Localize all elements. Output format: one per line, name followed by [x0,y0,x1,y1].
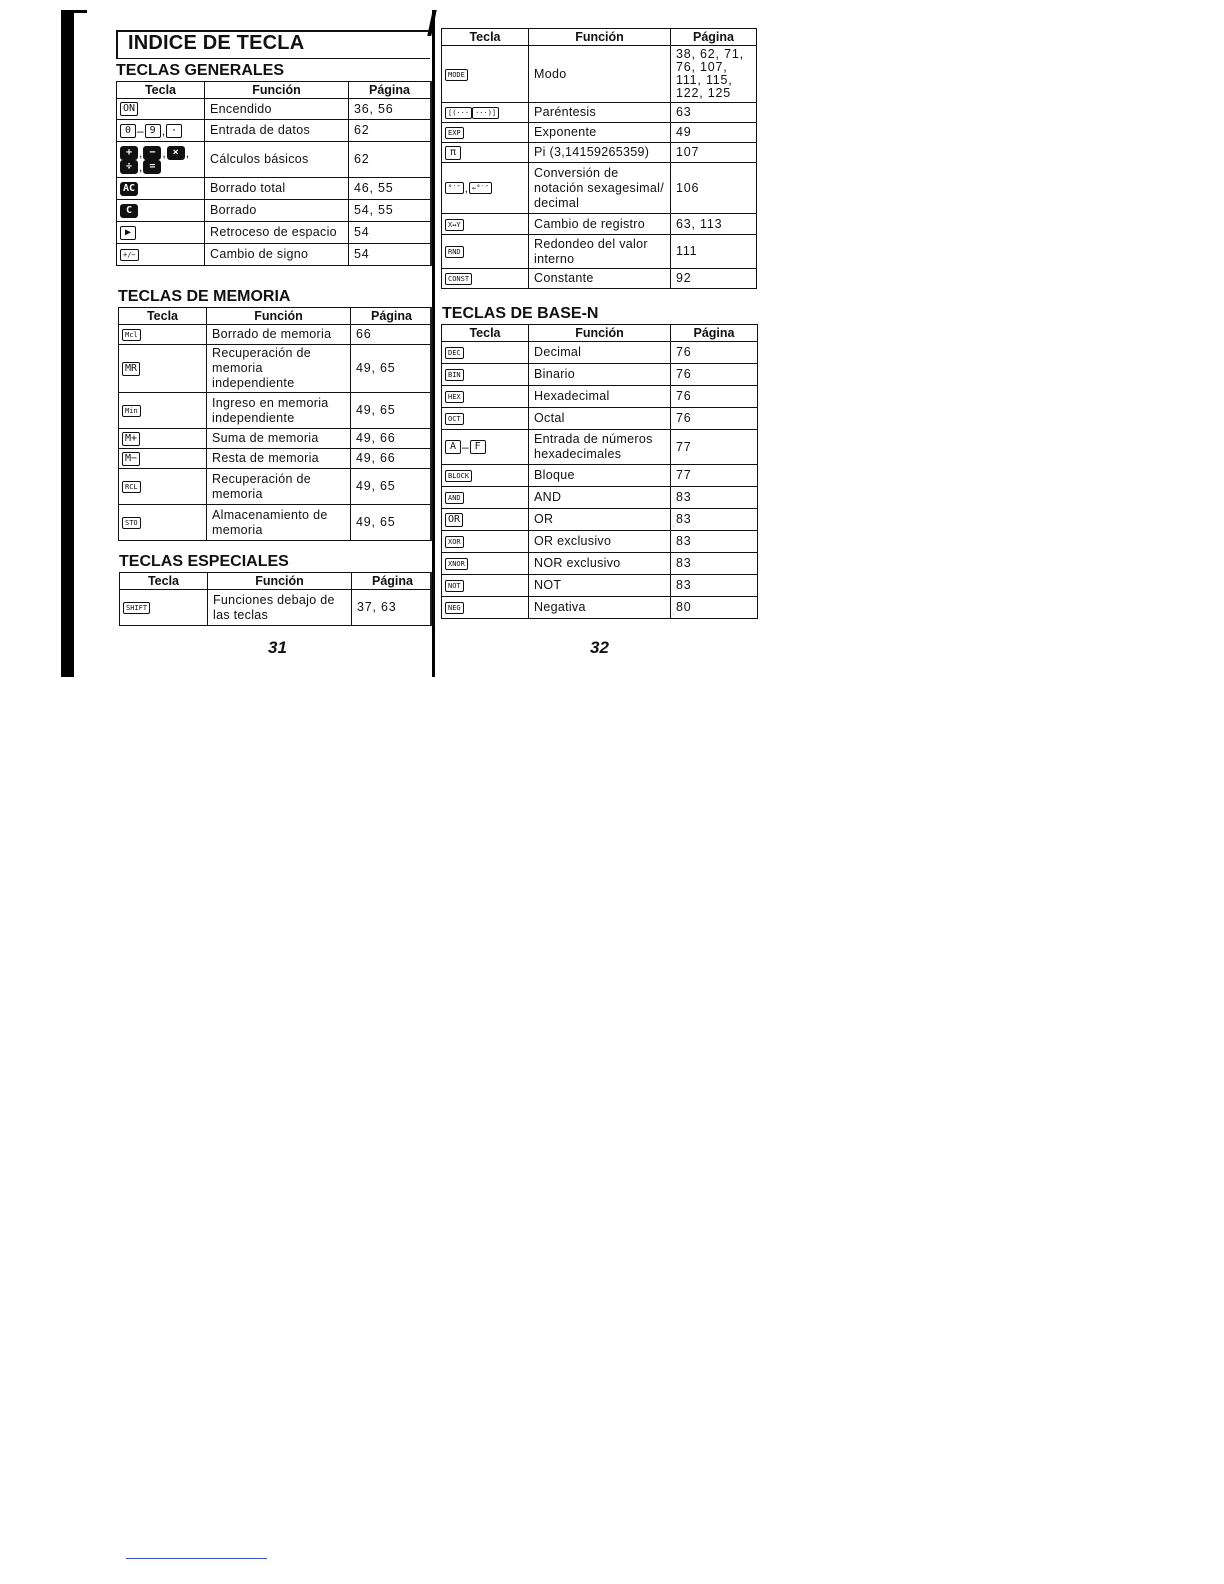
key-cell [119,429,207,449]
keycap-icon: F [470,440,486,454]
function-cell: Pi (3,14159265359) [529,143,671,163]
index-title-box [116,30,430,59]
page-reference-cell: 63 [671,103,757,123]
key-cell [442,408,529,430]
footer-link-underline[interactable] [126,1558,267,1559]
table-row [442,103,757,123]
function-cell: Funciones debajo de las teclas [208,590,352,626]
function-cell: Recuperación de memoria [207,469,351,505]
function-cell: AND [529,487,671,509]
page-number-right: 32 [590,638,609,657]
table-row [442,235,757,269]
page-edge-rule [430,572,432,626]
function-cell: Entrada de datos [205,120,349,142]
table-row [117,120,431,142]
column-header: Tecla [442,29,529,46]
key-cell [442,123,529,143]
key-separator: , [464,181,468,196]
table-row [117,142,431,178]
key-cell [442,386,529,408]
keycap-icon: ←°′″ [469,182,492,194]
table-row [119,449,433,469]
table-row [442,123,757,143]
function-cell: Cambio de signo [205,244,349,266]
keycap-icon: DEC [445,347,464,359]
page-reference-cell: 36, 56 [349,99,431,120]
table-row [442,342,758,364]
section-heading-special: TECLAS ESPECIALES [119,553,289,570]
key-cell [442,430,529,465]
page-edge-rule [430,307,432,541]
page-reference-cell: 76 [671,342,758,364]
section-heading-base-n: TECLAS DE BASE-N [442,305,599,322]
key-cell [442,465,529,487]
table-row [117,178,431,200]
key-separator: , [161,123,166,138]
page-reference-cell: 92 [671,269,757,289]
keycap-icon: X↔Y [445,219,464,231]
keycap-icon: · [166,124,182,138]
key-cell [117,222,205,244]
keycap-icon: π [445,146,461,160]
memory-keys-table [118,307,433,541]
keycap-icon: ▶ [120,226,136,240]
table-row [442,430,758,465]
key-cell [442,487,529,509]
keycap-icon: SHIFT [123,602,150,614]
page-reference-cell: 49, 66 [351,449,433,469]
keycap-icon: RND [445,246,464,258]
table-row [120,590,434,626]
function-cell: Paréntesis [529,103,671,123]
function-cell: Encendido [205,99,349,120]
table-row [117,99,431,120]
function-cell: Cálculos básicos [205,142,349,178]
page-reference-cell: 54, 55 [349,200,431,222]
page-reference-cell: 83 [671,531,758,553]
key-cell [442,163,529,214]
table-row [442,408,758,430]
keycap-icon: [(··· [445,107,472,119]
key-cell [442,509,529,531]
key-cell [442,597,529,619]
table-row [119,429,433,449]
function-cell: Exponente [529,123,671,143]
keycap-icon: XNOR [445,558,468,570]
function-cell: Suma de memoria [207,429,351,449]
table-row [119,345,433,393]
key-separator: , [139,160,143,175]
keycap-icon: Min [122,405,141,417]
function-cell: Modo [529,46,671,103]
table-row [442,214,757,235]
function-cell: Resta de memoria [207,449,351,469]
keycap-icon: ON [120,102,138,116]
keycap-icon: BLOCK [445,470,472,482]
keycap-icon: M+ [122,432,140,446]
column-header: Página [351,308,433,325]
table-header-row [442,325,758,342]
table-row [442,553,758,575]
function-cell: Borrado de memoria [207,325,351,345]
keycap-icon: EXP [445,127,464,139]
column-header: Función [208,573,352,590]
page-number-left: 31 [268,638,287,657]
table-row [442,487,758,509]
table-row [442,386,758,408]
function-cell: Ingreso en memoria independiente [207,393,351,429]
function-cell: Octal [529,408,671,430]
function-cell: Recuperación de memoria independiente [207,345,351,393]
table-row [117,200,431,222]
page-reference-cell: 49, 65 [351,505,433,541]
page-reference-cell: 83 [671,487,758,509]
keycap-icon: NEG [445,602,464,614]
continued-keys-table [441,28,757,289]
key-cell [119,469,207,505]
key-cell [442,103,529,123]
key-separator: , [162,145,166,160]
function-cell: Cambio de registro [529,214,671,235]
keycap-icon: − [143,146,161,160]
function-cell: Borrado [205,200,349,222]
keycap-icon: ÷ [120,160,138,174]
keycap-icon: MR [122,362,140,376]
table-row [119,505,433,541]
page-reference-cell: 83 [671,575,758,597]
column-header: Tecla [120,573,208,590]
page-reference-cell: 46, 55 [349,178,431,200]
column-header: Página [352,573,434,590]
table-row [442,597,758,619]
page-reference-cell: 66 [351,325,433,345]
keycap-icon: STO [122,517,141,529]
page-reference-cell: 111 [671,235,757,269]
page-reference-cell: 107 [671,143,757,163]
table-row [442,575,758,597]
table-header-row [120,573,434,590]
column-header: Tecla [119,308,207,325]
key-separator: , [139,145,143,160]
key-cell [119,345,207,393]
key-cell [442,531,529,553]
key-cell [119,449,207,469]
page-edge-rule [430,81,432,266]
function-cell: Conversión de notación sexagesimal/ decimal [529,163,671,214]
keycap-icon: AND [445,492,464,504]
page-reference-cell: 83 [671,553,758,575]
key-cell [442,143,529,163]
table-row [442,465,758,487]
keycap-icon: A [445,440,461,454]
page-reference-cell: 49, 66 [351,429,433,449]
key-cell [119,393,207,429]
key-cell [442,235,529,269]
key-separator: , [185,145,190,160]
keycap-icon: XOR [445,536,464,548]
function-cell: NOR exclusivo [529,553,671,575]
function-cell: Entrada de números hexadecimales [529,430,671,465]
key-cell [117,178,205,200]
table-row [442,364,758,386]
special-keys-table [119,572,434,626]
page-reference-cell: 37, 63 [352,590,434,626]
keycap-icon: ···)] [472,107,499,119]
function-cell: Decimal [529,342,671,364]
key-cell [119,325,207,345]
table-row [442,143,757,163]
keycap-icon: + [120,146,138,160]
key-cell [442,342,529,364]
key-cell [442,575,529,597]
general-keys-table [116,81,431,266]
key-cell [117,99,205,120]
table-row [117,244,431,266]
keycap-icon: OR [445,513,463,527]
base-n-keys-table [441,324,758,619]
function-cell: Almacenamiento de memoria [207,505,351,541]
keycap-icon: Mcl [122,329,141,341]
page-reference-cell: 106 [671,163,757,214]
keycap-icon: AC [120,182,138,196]
table-row [119,325,433,345]
key-cell [117,200,205,222]
table-row [442,509,758,531]
key-cell [442,269,529,289]
column-header: Función [205,82,349,99]
page-reference-cell: 49, 65 [351,393,433,429]
keycap-icon: 0 [120,124,136,138]
keycap-icon: RCL [122,481,141,493]
keycap-icon: CONST [445,273,472,285]
key-cell [117,142,205,178]
function-cell: Bloque [529,465,671,487]
scan-edge-tick [61,10,87,13]
column-header: Tecla [442,325,529,342]
function-cell: Hexadecimal [529,386,671,408]
key-cell [120,590,208,626]
table-header-row [119,308,433,325]
keycap-icon: BIN [445,369,464,381]
keycap-icon: × [167,146,185,160]
page-reference-cell: 80 [671,597,758,619]
table-row [442,531,758,553]
key-cell [442,46,529,103]
function-cell: Negativa [529,597,671,619]
column-header: Función [207,308,351,325]
table-row [119,393,433,429]
page-reference-cell: 54 [349,222,431,244]
page-reference-cell: 54 [349,244,431,266]
function-cell: OR exclusivo [529,531,671,553]
keycap-icon: NOT [445,580,464,592]
column-header: Función [529,29,671,46]
table-row [117,222,431,244]
keycap-icon: °′″ [445,182,464,194]
function-cell: Borrado total [205,178,349,200]
key-separator: – [462,440,469,455]
page-reference-cell: 38, 62, 71, 76, 107, 111, 115, 122, 125 [671,46,757,103]
keycap-icon: C [120,204,138,218]
function-cell: NOT [529,575,671,597]
key-cell [117,120,205,142]
column-header: Página [671,325,758,342]
keycap-icon: HEX [445,391,464,403]
function-cell: Retroceso de espacio [205,222,349,244]
page-reference-cell: 76 [671,386,758,408]
page-reference-cell: 83 [671,509,758,531]
column-header: Función [529,325,671,342]
page-reference-cell: 49, 65 [351,345,433,393]
page-reference-cell: 63, 113 [671,214,757,235]
table-header-row [117,82,431,99]
key-cell [442,553,529,575]
key-separator: – [137,123,144,138]
index-title: INDICE DE TECLA [128,32,305,54]
keycap-icon: OCT [445,413,464,425]
key-cell [117,244,205,266]
keycap-icon: 9 [145,124,161,138]
column-header: Página [349,82,431,99]
section-heading-memory: TECLAS DE MEMORIA [118,288,291,305]
keycap-icon: M− [122,452,140,466]
table-row [442,46,757,103]
page-reference-cell: 77 [671,430,758,465]
page-reference-cell: 76 [671,408,758,430]
function-cell: Constante [529,269,671,289]
table-header-row [442,29,757,46]
keycap-icon: +/− [120,249,139,261]
keycap-icon: MODE [445,69,468,81]
scan-edge-left [61,10,74,677]
table-row [119,469,433,505]
column-header: Página [671,29,757,46]
function-cell: Redondeo del valor interno [529,235,671,269]
table-row [442,163,757,214]
page-reference-cell: 62 [349,142,431,178]
page-reference-cell: 77 [671,465,758,487]
page-reference-cell: 49 [671,123,757,143]
section-heading-general: TECLAS GENERALES [116,62,285,79]
page-reference-cell: 49, 65 [351,469,433,505]
table-row [442,269,757,289]
function-cell: Binario [529,364,671,386]
key-cell [442,364,529,386]
key-cell [442,214,529,235]
page-reference-cell: 76 [671,364,758,386]
keycap-icon: = [143,160,161,174]
page-reference-cell: 62 [349,120,431,142]
key-cell [119,505,207,541]
column-header: Tecla [117,82,205,99]
function-cell: OR [529,509,671,531]
